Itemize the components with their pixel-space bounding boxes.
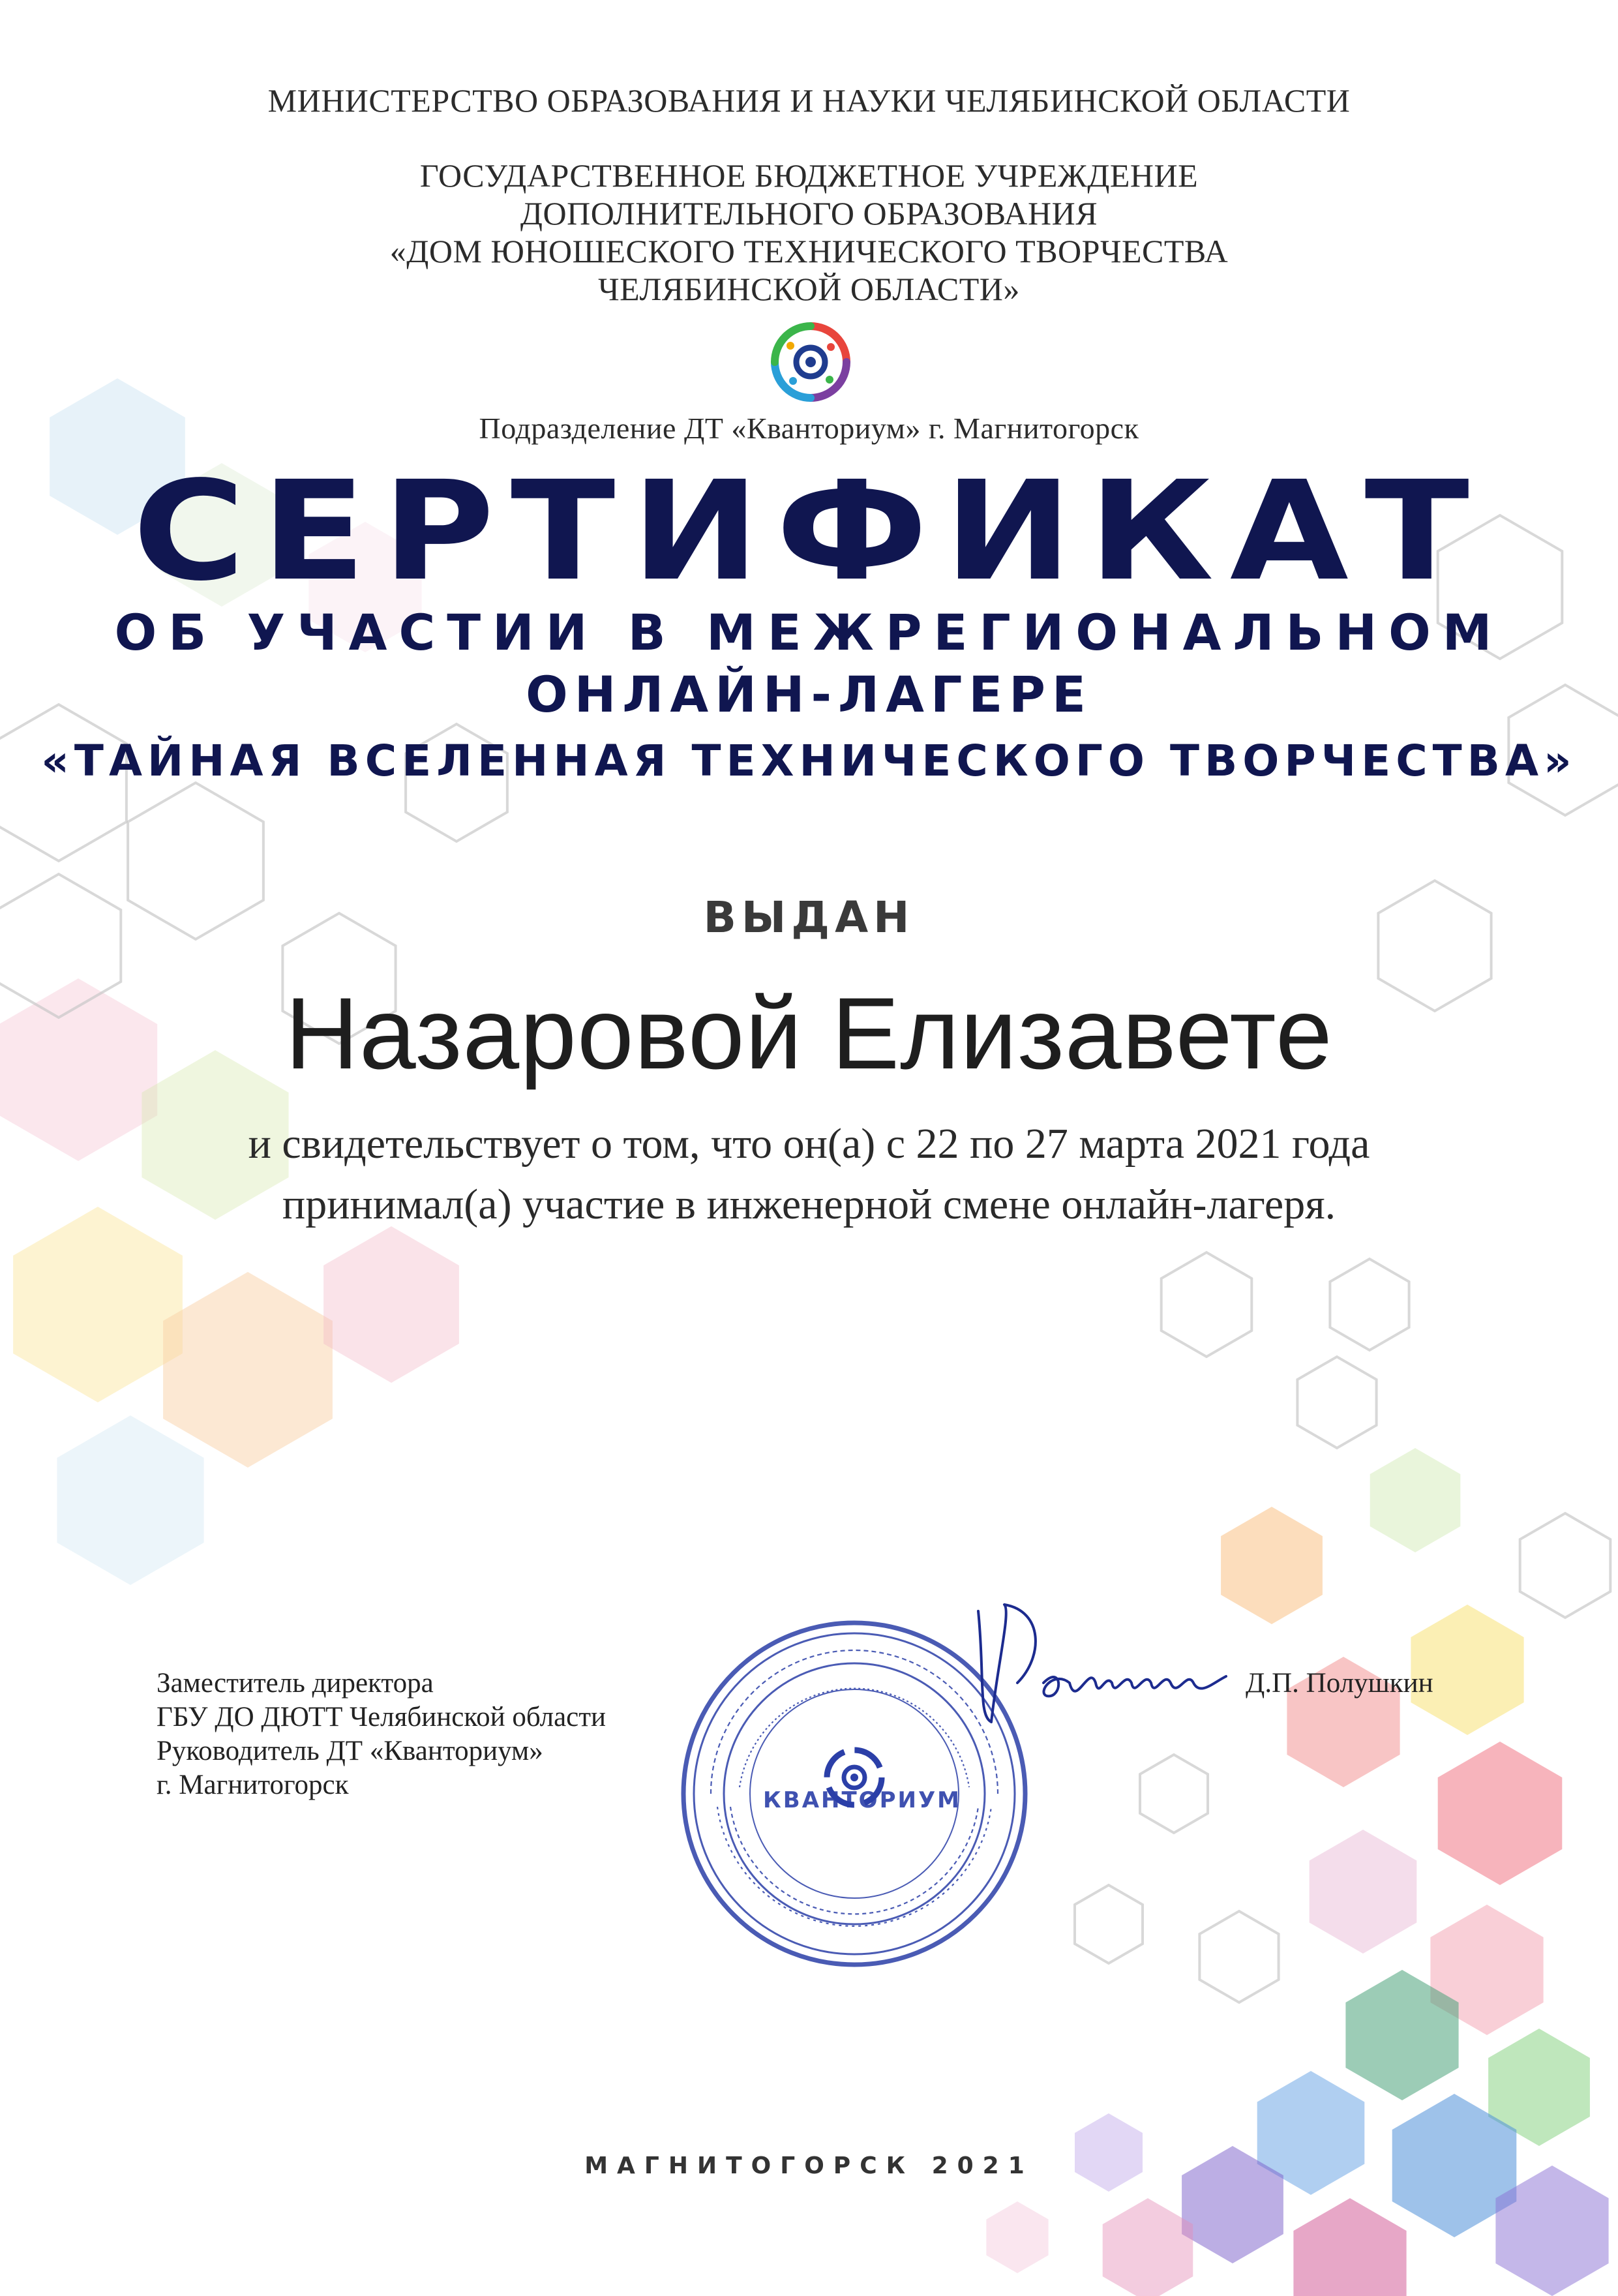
- footer-city-year: МАГНИТОГОРСК 2021: [584, 2152, 1034, 2179]
- subtitle-line-3: «ТАЙНАЯ ВСЕЛЕННАЯ ТЕХНИЧЕСКОГО ТВОРЧЕСТВА»: [41, 736, 1577, 786]
- org-line-2: ДОПОЛНИТЕЛЬНОГО ОБРАЗОВАНИЯ: [520, 195, 1098, 232]
- signatory-line-1: Заместитель директора: [157, 1668, 434, 1699]
- background-hexagon: [1330, 1259, 1409, 1350]
- background-hexagon: [323, 1226, 459, 1383]
- background-hexagon: [163, 1272, 333, 1468]
- certificate-title: СЕРТИФИКАТ: [132, 451, 1486, 611]
- issued-label: ВЫДАН: [703, 892, 915, 943]
- background-hexagon: [1199, 1911, 1278, 2002]
- background-hexagon: [1438, 1742, 1563, 1885]
- background-hexagon: [986, 2201, 1048, 2273]
- background-hexagon: [1140, 1755, 1208, 1833]
- background-hexagon: [13, 1207, 183, 1402]
- background-hexagon: [1103, 2198, 1193, 2296]
- org-line-4: ЧЕЛЯБИНСКОЙ ОБЛАСТИ»: [598, 271, 1020, 307]
- background-hexagon: [1075, 1885, 1143, 1963]
- signature-image: [965, 1585, 1239, 1742]
- body-text-line-1: и свидетельствует о том, что он(а) с 22 по 27 марта 2021 года: [248, 1120, 1370, 1168]
- org-line-1: ГОСУДАРСТВЕННОЕ БЮДЖЕТНОЕ УЧРЕЖДЕНИЕ: [419, 157, 1199, 194]
- background-hexagon: [57, 1415, 203, 1585]
- signatory-name: Д.П. Полушкин: [1246, 1668, 1433, 1699]
- subtitle-line-1: ОБ УЧАСТИИ В МЕЖРЕГИОНАЛЬНОМ: [114, 603, 1504, 661]
- background-hexagon: [1161, 1252, 1252, 1357]
- recipient-name: Назаровой Елизавете: [285, 977, 1333, 1091]
- background-hexagon: [1293, 2198, 1406, 2296]
- ministry-heading: МИНИСТЕРСТВО ОБРАЗОВАНИЯ И НАУКИ ЧЕЛЯБИНСКОЙ ОБЛАСТИ: [267, 82, 1351, 119]
- background-hexagon: [1297, 1357, 1376, 1448]
- signatory-line-4: г. Магнитогорск: [157, 1770, 349, 1800]
- kvantorium-logo-icon: [770, 321, 852, 403]
- background-hexagon: [1520, 1513, 1611, 1618]
- background-hexagon: [1310, 1830, 1417, 1954]
- signatory-line-3: Руководитель ДТ «Кванториум»: [157, 1736, 543, 1766]
- signatory-line-2: ГБУ ДО ДЮТТ Челябинской области: [157, 1702, 607, 1732]
- division-line: Подразделение ДТ «Кванториум» г. Магнитогорск: [479, 412, 1139, 445]
- org-line-3: «ДОМ ЮНОШЕСКОГО ТЕХНИЧЕСКОГО ТВОРЧЕСТВА: [389, 233, 1229, 269]
- background-hexagon: [1370, 1448, 1461, 1552]
- body-text-line-2: принимал(а) участие в инженерной смене онлайн-лагеря.: [282, 1181, 1336, 1228]
- subtitle-line-2: ОНЛАЙН-ЛАГЕРЕ: [526, 665, 1092, 723]
- stamp-center-label: КВАНТОРИУМ: [763, 1787, 961, 1813]
